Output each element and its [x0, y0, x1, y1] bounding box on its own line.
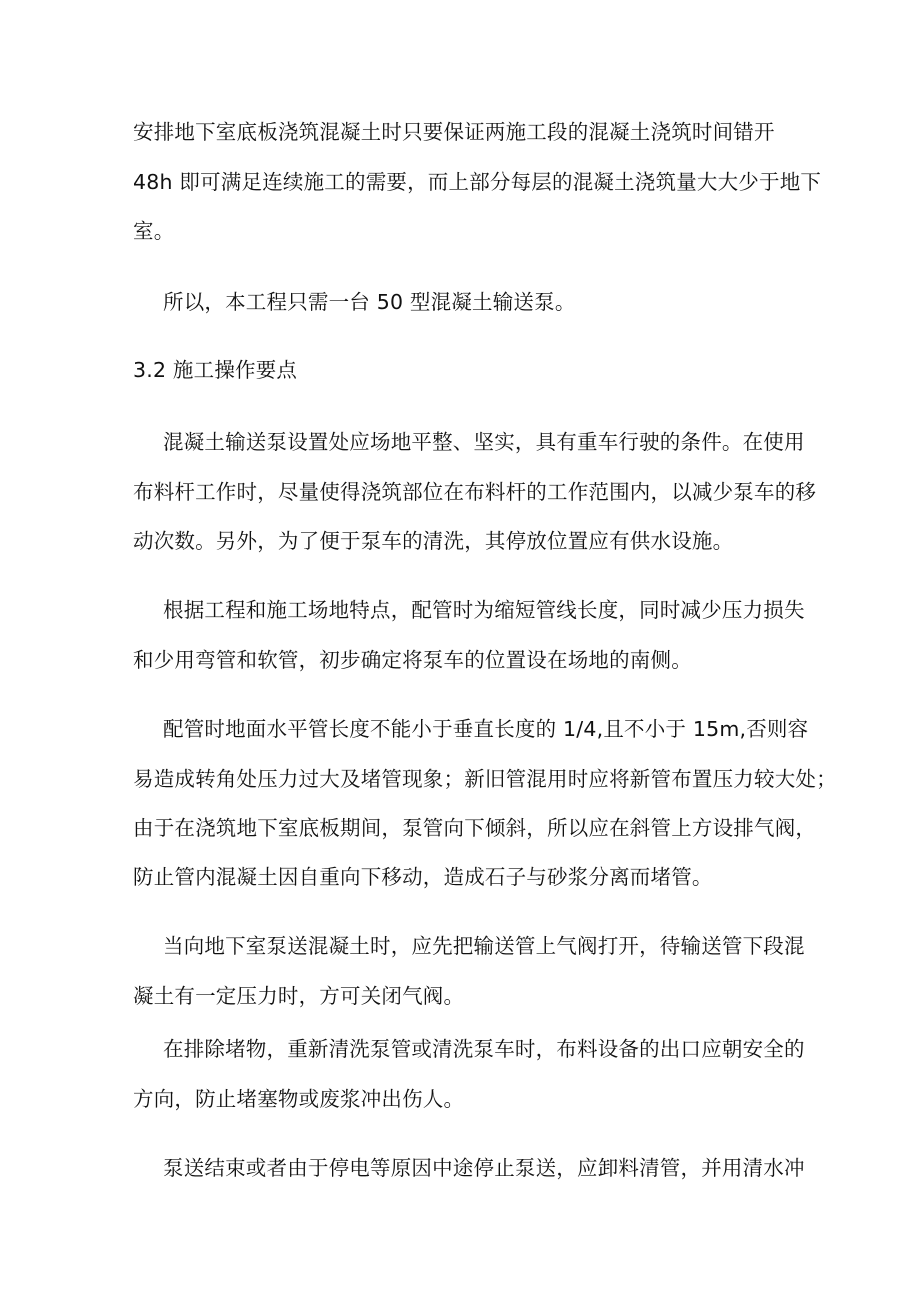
text-line: 室。: [133, 219, 175, 243]
text-line: 由于在浇筑地下室底板期间，泵管向下倾斜，所以应在斜管上方设排气阀，: [133, 816, 817, 840]
text-line: 方向，防止堵塞物或废浆冲出伤人。: [133, 1087, 465, 1111]
text-line: 配管时地面水平管长度不能小于垂直长度的 1/4,且不小于 15m,否则容: [163, 717, 809, 741]
text-line: 凝土有一定压力时，方可关闭气阀。: [133, 984, 465, 1008]
text-line: 48h 即可满足连续施工的需要，而上部分每层的混凝土浇筑量大大少于地下: [133, 170, 822, 194]
text-line: 动次数。另外，为了便于泵车的清洗，其停放位置应有供水设施。: [133, 529, 734, 553]
text-line: 混凝土输送泵设置处应场地平整、坚实，具有重车行驶的条件。在使用: [163, 430, 805, 454]
text-line: 根据工程和施工场地特点，配管时为缩短管线长度，同时减少压力损失: [163, 598, 805, 622]
section-heading: 3.2 施工操作要点: [133, 358, 298, 382]
text-line: 布料杆工作时，尽量使得浇筑部位在布料杆的工作范围内，以减少泵车的移: [133, 480, 817, 504]
text-line: 在排除堵物，重新清洗泵管或清洗泵车时，布料设备的出口应朝安全的: [163, 1037, 805, 1061]
text-line: 安排地下室底板浇筑混凝土时只要保证两施工段的混凝土浇筑时间错开: [133, 120, 775, 144]
text-line: 所以，本工程只需一台 50 型混凝土输送泵。: [163, 290, 576, 314]
text-line: 和少用弯管和软管，初步确定将泵车的位置设在场地的南侧。: [133, 648, 692, 672]
text-line: 防止管内混凝土因自重向下移动，造成石子与砂浆分离而堵管。: [133, 865, 713, 889]
text-line: 当向地下室泵送混凝土时，应先把输送管上气阀打开，待输送管下段混: [163, 934, 805, 958]
text-line: 泵送结束或者由于停电等原因中途停止泵送，应卸料清管，并用清水冲: [163, 1156, 805, 1180]
text-line: 易造成转角处压力过大及堵管现象；新旧管混用时应将新管布置压力较大处；: [133, 767, 837, 791]
